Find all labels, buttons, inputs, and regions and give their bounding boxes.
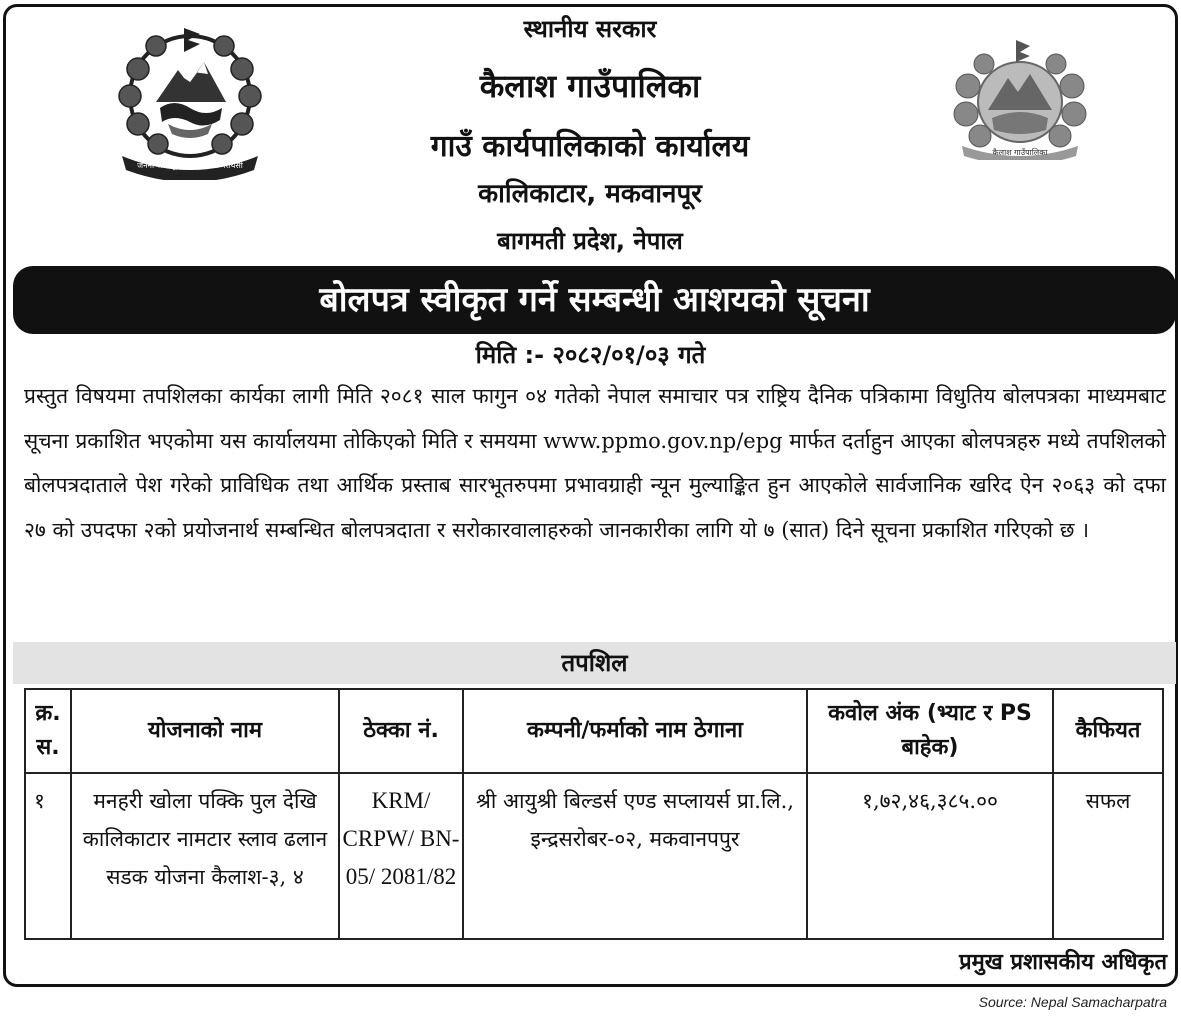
schedule-table [24,688,1164,940]
office-header [0,0,1181,262]
cell-bid-amount: १,७२,४६,३८५.०० [807,773,1053,939]
column-header-company: कम्पनी/फर्माको नाम ठेगाना [463,689,807,773]
header-line-province: बागमती प्रदेश, नेपाल [497,227,683,255]
cell-sn: १ [25,773,71,939]
header-line-address: कालिकाटार, मकवानपूर [478,179,702,209]
header-line-office: गाउँ कार्यपालिकाको कार्यालय [430,129,750,164]
notice-date: मिति :- २०८२/०१/०३ गते [475,341,706,369]
cell-contract-no: KRM/ CRPW/ BN-05/ 2081/82 [339,773,463,939]
signatory-title: प्रमुख प्रशासकीय अधिकृत [959,950,1167,975]
column-header-remarks: कैफियत [1053,689,1163,773]
header-line-local-government: स्थानीय सरकार [523,15,657,43]
column-header-contract-no: ठेक्का नं. [339,689,463,773]
cell-remarks: सफल [1053,773,1163,939]
schedule-header-row [25,689,1163,773]
notice-body: प्रस्तुत विषयमा तपशिलका कार्यका लागी मिति २०८१ साल फागुन ०४ गतेको नेपाल समाचार पत्र राष्ट्रिय दैनिक पत्रिकामा विधुतिय बोलपत्रका माध्यमबाट सूचना प्रकाशित भएकोमा यस कार्यालयमा तोकिएको मिति र समयमा www.ppmo.gov.np/epg मार्फत दर्ताहुन आएका बोलपत्रहरु मध्ये तपशिलको बोलपत्रदाताले पेश गरेको प्राविधिक तथा आर्थिक प्रस्ताब सारभूतरुपमा प्रभावग्राही न्यून मुल्याङ्कित हुन आएकोले सार्वजानिक खरिद ऐन २०६३ को दफा २७ को उपदफा २को प्रयोजनार्थ सम्बन्धित बोलपत्रदाता र सरोकारवालाहरुको जानकारीका लागि यो ७ (सात) दिने सूचना प्रकाशित गरिएको छ । [24,384,1166,542]
header-line-municipality: कैलाश गाउँपालिका [479,67,701,105]
nepal-government-emblem-icon [108,24,272,180]
kailash-rural-municipality-logo-icon [950,38,1090,160]
schedule-title: तपशिल [13,642,1176,684]
column-header-project-name: योजनाको नाम [71,689,339,773]
table-row [25,773,1163,939]
column-header-bid-amount: कवोल अंक (भ्याट र PS बाहेक) [807,689,1053,773]
cell-project-name: मनहरी खोला पक्कि पुल देखि कालिकाटार नामटार स्लाव ढलान सडक योजना कैलाश-३, ४ [71,773,339,939]
emblem-motto-text: जननी जन्मभूमिश्च स्वर्गादपि गरीयसी [137,161,243,170]
column-header-sn: क्र. स. [25,689,71,773]
notice-title-banner: बोलपत्र स्वीकृत गर्ने सम्बन्धी आशयको सूचना [13,266,1176,334]
cell-company: श्री आयुश्री बिल्डर्स एण्ड सप्लायर्स प्रा.लि., इन्द्रसरोबर-०२, मकवानपपुर [463,773,807,939]
municipality-logo-caption: कैलाश गाउँपालिका [992,148,1048,157]
source-credit: Source: Nepal Samacharpatra [978,994,1167,1010]
